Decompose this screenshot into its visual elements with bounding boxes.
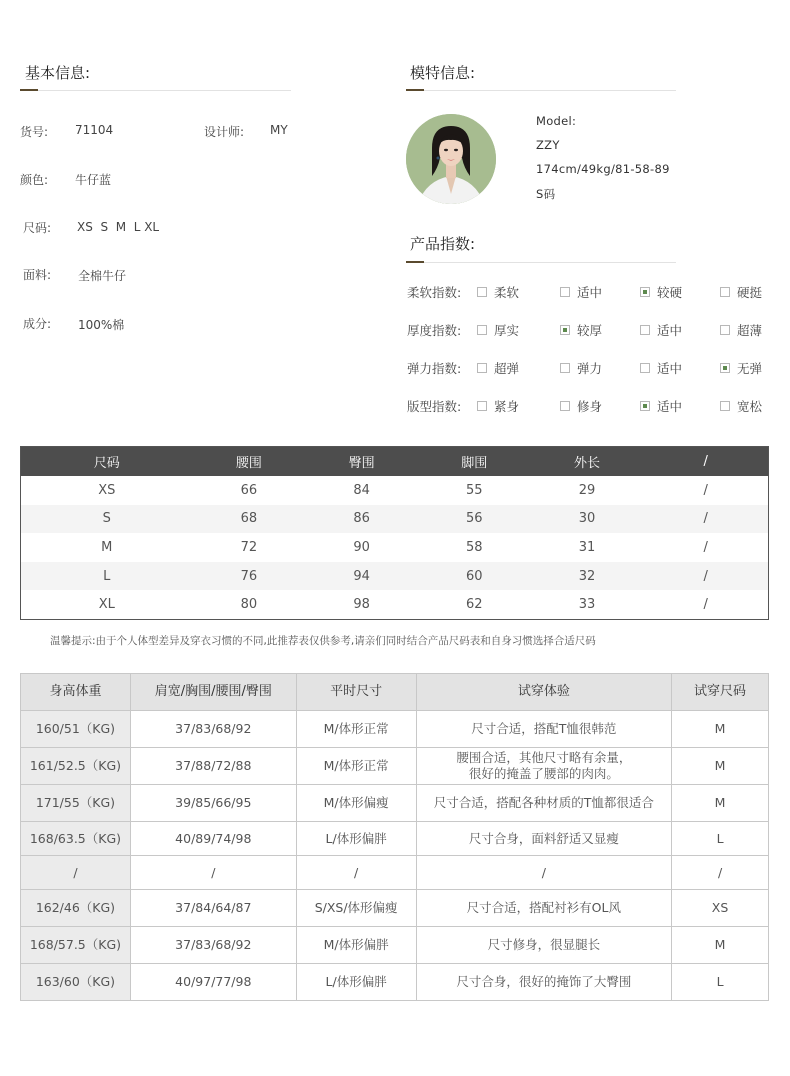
index-option-0-3: [720, 283, 762, 301]
size-tip: 温馨提示:由于个人体型差异及穿衣习惯的不同,此推荐表仅供参考,请亲们同时结合产品尺码表和自身习惯选择合适尺码: [50, 635, 596, 647]
field-label-designer: 设计师:: [204, 125, 245, 139]
fitting-table-row: [21, 890, 769, 927]
unchecked-box-icon: [477, 325, 487, 335]
index-option-label: 超弹: [494, 361, 520, 376]
field-value-designer: MY: [270, 123, 288, 137]
index-option-label: 硬挺: [737, 285, 763, 300]
index-option-label: 柔软: [494, 285, 520, 300]
fitting-cell: M: [672, 927, 769, 964]
model-label: Model:: [536, 114, 577, 128]
size-header-extra: /: [703, 454, 708, 469]
unchecked-box-icon: [560, 401, 570, 411]
fitting-cell: 37/84/64/87: [130, 890, 296, 927]
fitting-cell: 160/51（KG): [21, 711, 131, 748]
size-cell: 58: [466, 539, 483, 555]
size-table: [20, 446, 769, 620]
fitting-cell: M: [672, 748, 769, 785]
index-option-1-3: [720, 321, 762, 339]
fitting-table-row: [21, 822, 769, 856]
index-option-2-2: [640, 359, 682, 377]
size-cell: 55: [466, 482, 483, 498]
size-cell: M: [101, 539, 113, 555]
fitting-cell: /: [21, 856, 131, 890]
fitting-cell: L/体形偏胖: [296, 964, 416, 1001]
fitting-cell: 40/89/74/98: [130, 822, 296, 856]
index-option-2-1: [560, 359, 602, 377]
fitting-cell: 37/83/68/92: [130, 711, 296, 748]
size-cell: 33: [578, 597, 596, 613]
unchecked-box-icon: [640, 363, 650, 373]
index-option-label: 超薄: [737, 323, 763, 338]
size-cell: 76: [240, 568, 258, 584]
fitting-table: [20, 673, 769, 1001]
model-portrait-icon: [406, 114, 496, 204]
fitting-table-row: [21, 748, 769, 785]
model-size: S码: [536, 187, 556, 201]
model-avatar: [406, 114, 496, 204]
fitting-cell: L: [672, 964, 769, 1001]
field-label-item-no: 货号:: [20, 125, 49, 139]
index-option-0-2: [640, 283, 682, 301]
index-option-2-3: [720, 359, 762, 377]
size-cell: 90: [353, 539, 370, 555]
fitting-cell: 161/52.5（KG): [21, 748, 131, 785]
index-option-label: 宽松: [737, 399, 763, 414]
index-option-3-2: [640, 397, 682, 415]
index-option-3-0: [477, 397, 519, 415]
checked-box-icon: [720, 363, 730, 373]
fit-header-height-weight: 身高体重: [21, 674, 131, 711]
fitting-cell: 尺寸合适，搭配衬衫有OL风: [416, 890, 672, 927]
fitting-table-row: [21, 785, 769, 822]
size-cell: 80: [240, 597, 258, 613]
model-name: ZZY: [536, 138, 560, 152]
size-cell: 31: [578, 539, 596, 555]
unchecked-box-icon: [477, 363, 487, 373]
unchecked-box-icon: [720, 287, 730, 297]
size-table-row: [21, 476, 768, 505]
fit-header-usual-size: 平时尺寸: [296, 674, 416, 711]
size-cell: 72: [240, 539, 258, 555]
size-table-row: [21, 533, 768, 562]
size-table-header: [21, 447, 768, 476]
index-option-1-0: [477, 321, 519, 339]
index-option-0-1: [560, 283, 602, 301]
index-label-2: 弹力指数:: [407, 361, 462, 376]
field-value-size: XS S M L XL: [77, 220, 160, 234]
size-cell: 86: [353, 511, 370, 527]
fitting-cell: 163/60（KG): [21, 964, 131, 1001]
fitting-cell: 尺寸合适，搭配T恤很韩范: [416, 711, 672, 748]
size-cell: XS: [98, 482, 116, 498]
size-cell: /: [703, 568, 708, 584]
fitting-cell: M/体形正常: [296, 748, 416, 785]
size-table-row: [21, 590, 768, 619]
model-measurements: 174cm/49kg/81-58-89: [536, 162, 670, 176]
fitting-cell: 40/97/77/98: [130, 964, 296, 1001]
checked-box-icon: [640, 401, 650, 411]
unchecked-box-icon: [720, 325, 730, 335]
product-index-title: 产品指数:: [410, 235, 476, 253]
size-cell: 98: [353, 597, 370, 613]
size-cell: 62: [466, 597, 483, 613]
fitting-cell: S/XS/体形偏瘦: [296, 890, 416, 927]
size-cell: /: [703, 539, 708, 555]
basic-info-title: 基本信息:: [25, 64, 91, 82]
fitting-cell: XS: [672, 890, 769, 927]
unchecked-box-icon: [477, 401, 487, 411]
index-option-label: 较厚: [577, 323, 603, 338]
fitting-cell: M: [672, 711, 769, 748]
index-option-label: 适中: [657, 399, 683, 414]
fitting-cell: /: [130, 856, 296, 890]
fitting-cell: 168/57.5（KG): [21, 927, 131, 964]
fitting-cell: L/体形偏胖: [296, 822, 416, 856]
fitting-cell: 尺寸修身，很显腿长: [416, 927, 672, 964]
fitting-cell: 尺寸合适，搭配各种材质的T恤都很适合: [416, 785, 672, 822]
field-label-size: 尺码:: [23, 221, 52, 235]
size-cell: 56: [466, 511, 483, 527]
size-cell: /: [703, 482, 708, 498]
checked-box-icon: [640, 287, 650, 297]
fitting-cell: M/体形偏胖: [296, 927, 416, 964]
fit-header-tried-size: 试穿尺码: [672, 674, 769, 711]
index-option-2-0: [477, 359, 519, 377]
size-cell: /: [703, 597, 708, 613]
index-label-3: 版型指数:: [407, 399, 462, 414]
size-header-length: 外长: [574, 456, 601, 471]
field-value-color: 牛仔蓝: [75, 173, 112, 187]
size-cell: S: [102, 511, 111, 527]
size-header-size: 尺码: [93, 456, 120, 471]
fitting-cell: 腰围合适，其他尺寸略有余量， 很好的掩盖了腰部的肉肉。: [416, 748, 672, 785]
size-table-row: [21, 505, 768, 534]
fitting-cell: /: [416, 856, 672, 890]
fitting-table-header: [21, 674, 769, 711]
fitting-cell: 尺寸合身，很好的掩饰了大臀围: [416, 964, 672, 1001]
size-cell: 94: [353, 568, 370, 584]
size-cell: /: [703, 511, 708, 527]
fitting-table-row: [21, 856, 769, 890]
index-option-label: 适中: [657, 361, 683, 376]
field-value-fabric: 全棉牛仔: [78, 269, 127, 283]
fitting-cell: M/体形偏瘦: [296, 785, 416, 822]
fitting-cell: /: [296, 856, 416, 890]
fitting-cell: 尺寸合身，面料舒适又显瘦: [416, 822, 672, 856]
fitting-cell: 37/83/68/92: [130, 927, 296, 964]
size-cell: 29: [578, 482, 596, 498]
field-value-composition: 100%棉: [78, 318, 125, 332]
field-value-item-no: 71104: [75, 123, 114, 137]
index-label-1: 厚度指数:: [407, 323, 462, 338]
index-option-1-2: [640, 321, 682, 339]
fit-header-measurements: 肩宽/胸围/腰围/臀围: [130, 674, 296, 711]
size-header-hip: 臀围: [348, 456, 375, 471]
fitting-table-row: [21, 711, 769, 748]
index-option-label: 适中: [657, 323, 683, 338]
index-label-0: 柔软指数:: [407, 285, 462, 300]
size-cell: 32: [578, 568, 596, 584]
size-cell: 68: [240, 511, 258, 527]
fitting-cell: 162/46（KG): [21, 890, 131, 927]
checked-box-icon: [560, 325, 570, 335]
product-index-divider: [406, 262, 676, 263]
unchecked-box-icon: [720, 401, 730, 411]
size-cell: 84: [353, 482, 370, 498]
fitting-cell: 37/88/72/88: [130, 748, 296, 785]
index-option-3-3: [720, 397, 762, 415]
field-label-composition: 成分:: [23, 317, 52, 331]
size-header-waist: 腰围: [235, 456, 262, 471]
fit-header-experience: 试穿体验: [416, 674, 672, 711]
basic-info-divider: [20, 90, 291, 91]
size-cell: 30: [578, 511, 596, 527]
size-cell: XL: [98, 597, 115, 613]
fitting-cell: M: [672, 785, 769, 822]
index-option-label: 较硬: [657, 285, 683, 300]
index-option-label: 弹力: [577, 361, 603, 376]
product-index-accent: [406, 261, 424, 263]
unchecked-box-icon: [477, 287, 487, 297]
model-info-divider: [406, 90, 676, 91]
field-label-color: 颜色:: [20, 173, 49, 187]
index-option-label: 修身: [577, 399, 603, 414]
unchecked-box-icon: [560, 363, 570, 373]
model-info-title: 模特信息:: [410, 64, 476, 82]
index-option-0-0: [477, 283, 519, 301]
fitting-cell: 168/63.5（KG): [21, 822, 131, 856]
fitting-table-row: [21, 964, 769, 1001]
fitting-cell: L: [672, 822, 769, 856]
index-option-label: 无弹: [737, 361, 763, 376]
fitting-cell: /: [672, 856, 769, 890]
basic-info-accent: [20, 89, 38, 91]
index-option-3-1: [560, 397, 602, 415]
unchecked-box-icon: [560, 287, 570, 297]
size-cell: L: [103, 568, 111, 584]
unchecked-box-icon: [640, 325, 650, 335]
size-table-row: [21, 562, 768, 591]
fitting-table-row: [21, 927, 769, 964]
index-option-1-1: [560, 321, 602, 339]
index-option-label: 厚实: [494, 323, 520, 338]
index-option-label: 适中: [577, 285, 603, 300]
fitting-cell: 39/85/66/95: [130, 785, 296, 822]
size-header-hem: 脚围: [461, 456, 488, 471]
index-option-label: 紧身: [494, 399, 520, 414]
size-cell: 66: [240, 482, 258, 498]
fitting-cell: 171/55（KG): [21, 785, 131, 822]
model-info-accent: [406, 89, 424, 91]
field-label-fabric: 面料:: [23, 268, 52, 282]
fitting-cell: M/体形正常: [296, 711, 416, 748]
size-cell: 60: [466, 568, 483, 584]
